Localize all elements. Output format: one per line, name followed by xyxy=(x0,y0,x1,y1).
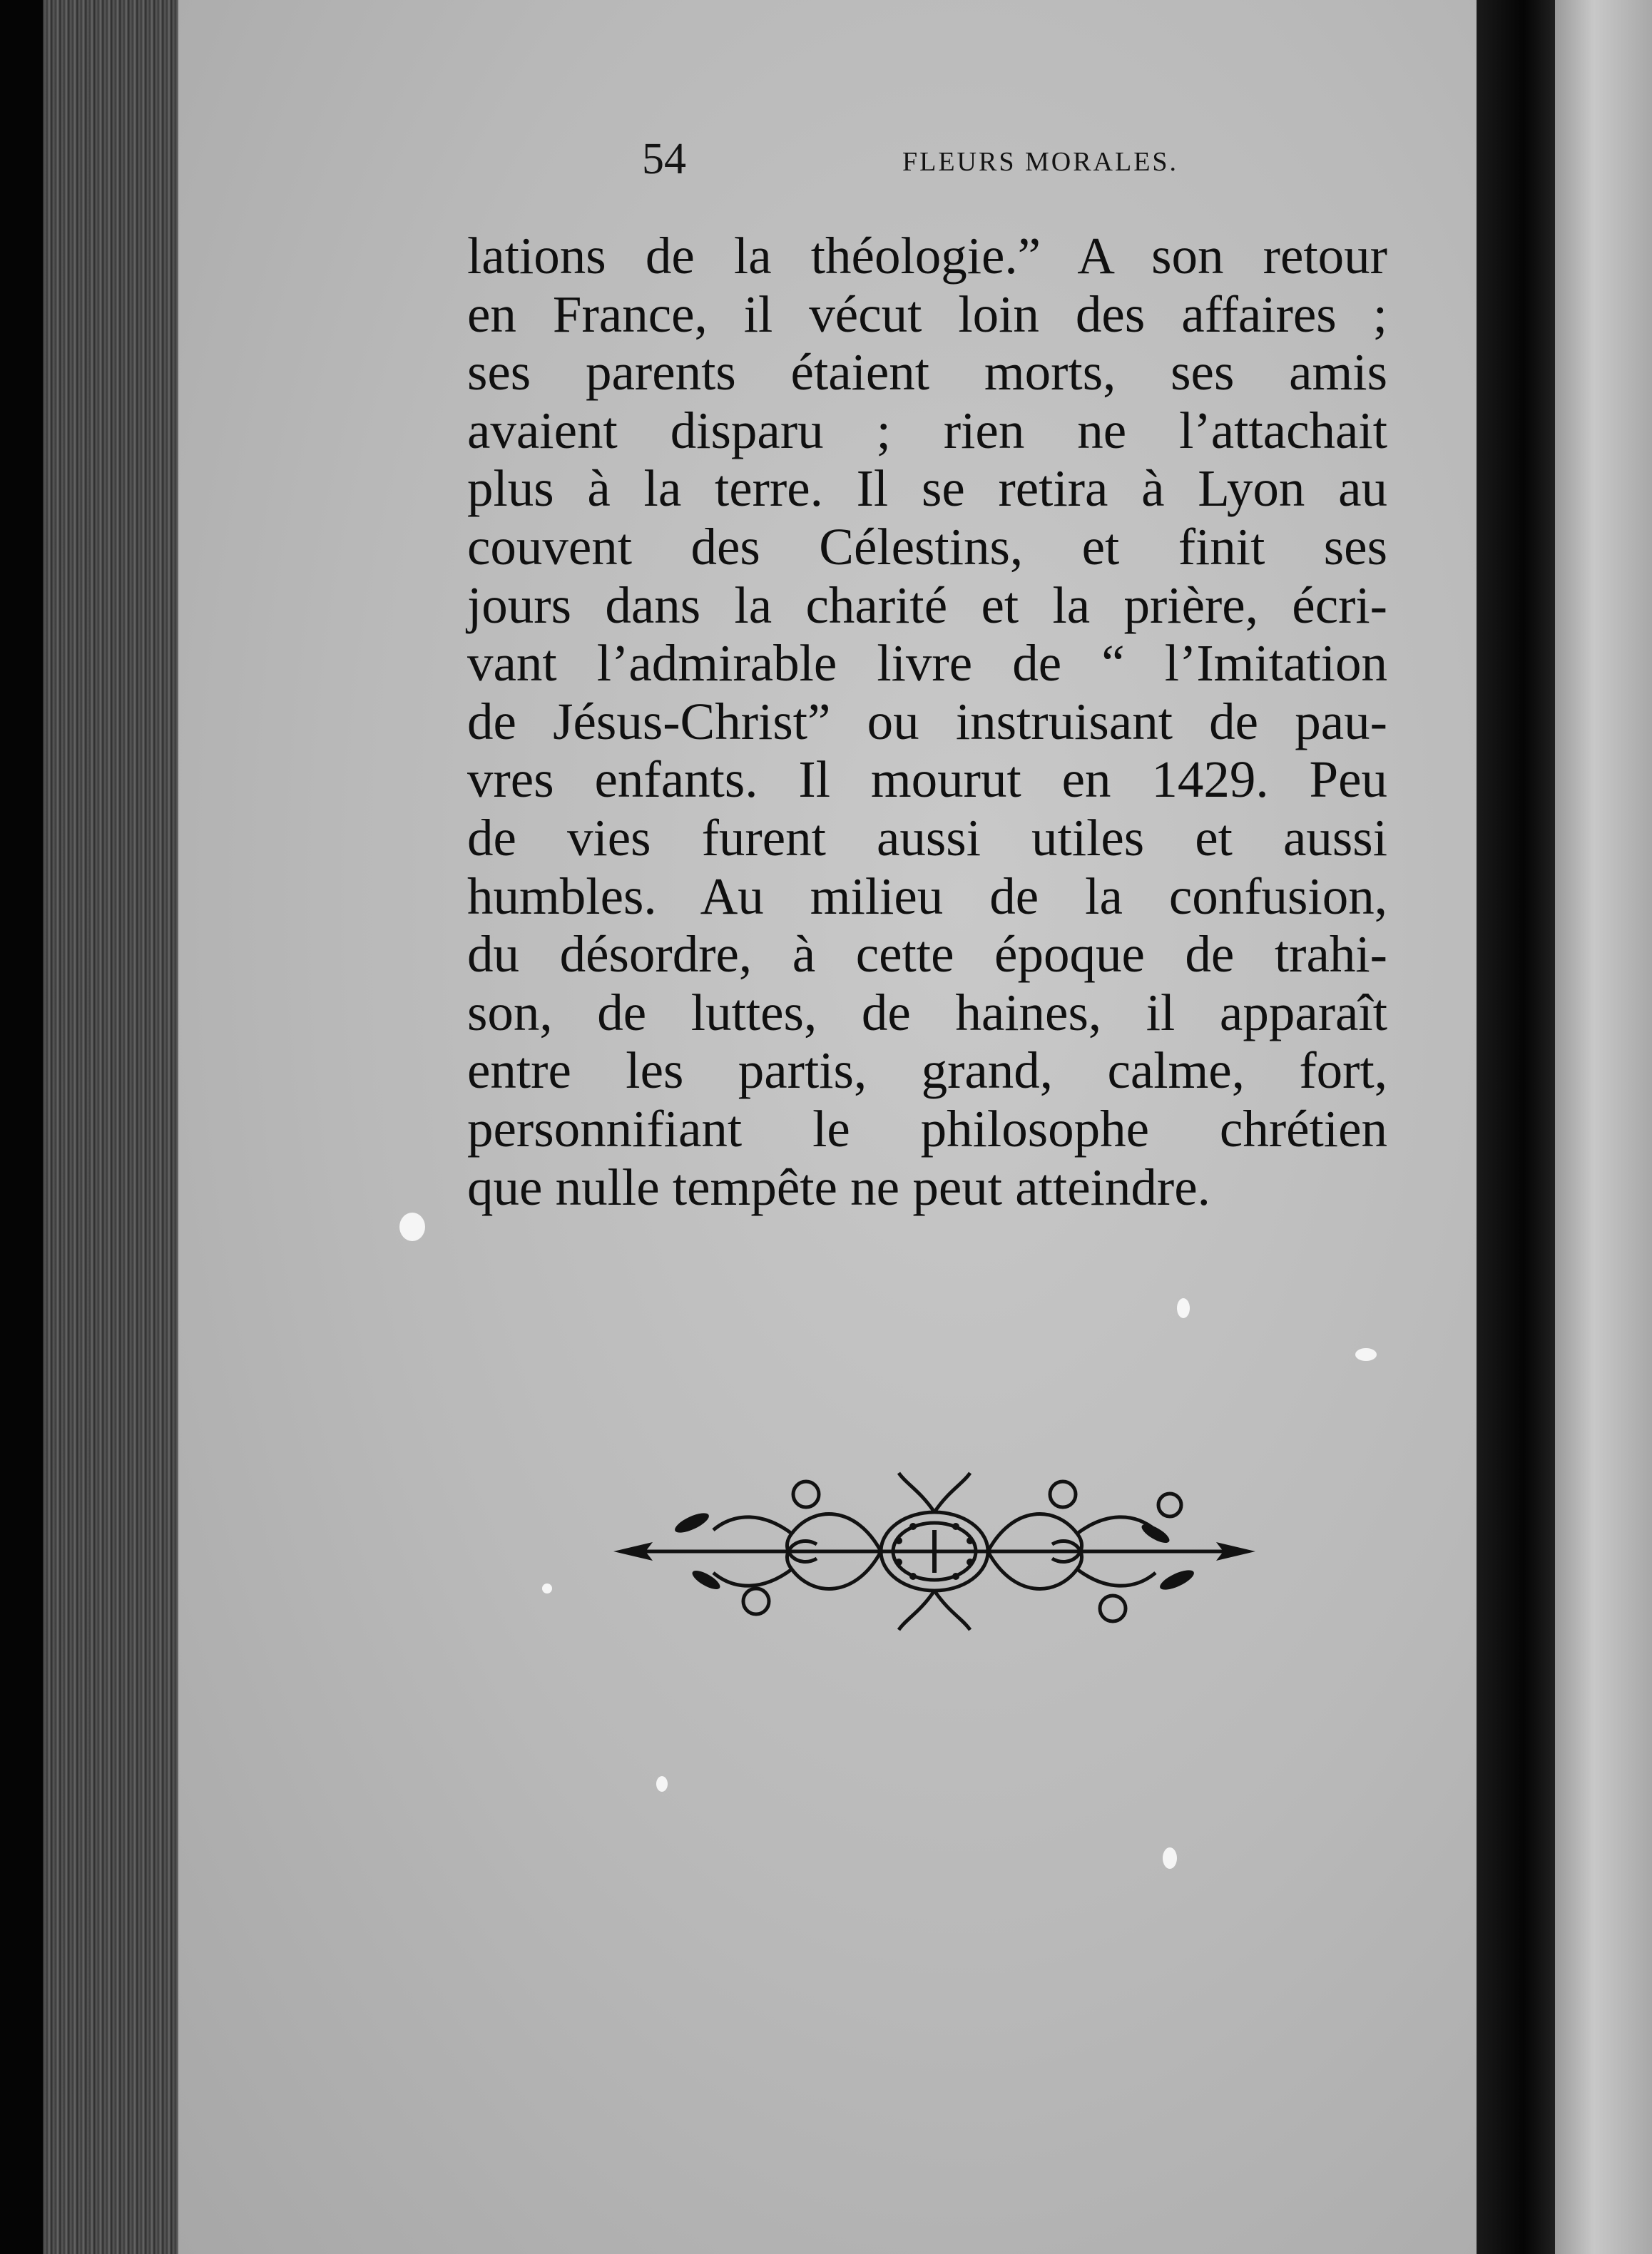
text-line: son, de luttes, de haines, il apparaît xyxy=(467,983,1387,1041)
text-line: lations de la théologie.” A son retour xyxy=(467,227,1387,285)
text-line: entre les partis, grand, calme, fort, xyxy=(467,1041,1387,1100)
page-number: 54 xyxy=(642,135,686,183)
text-line: humbles. Au milieu de la confusion, xyxy=(467,867,1387,925)
text-line: en France, il vécut loin des affaires ; xyxy=(467,285,1387,343)
scan-speck xyxy=(1355,1348,1377,1361)
text-line: que nulle tempête ne peut atteindre. xyxy=(467,1158,1210,1216)
floral-ornament-icon xyxy=(613,1462,1255,1641)
text-line: de Jésus-Christ” ou instruisant de pau- xyxy=(467,692,1387,750)
page-edge-right xyxy=(1477,0,1555,2254)
text-line: vres enfants. Il mourut en 1429. Peu xyxy=(467,750,1387,809)
text-line: plus à la terre. Il se retira à Lyon au xyxy=(467,459,1387,518)
scan-speck xyxy=(1177,1298,1190,1318)
text-line: couvent des Célestins, et finit ses xyxy=(467,517,1387,576)
scan-speck xyxy=(1163,1847,1177,1869)
text-line: de vies furent aussi utiles et aussi xyxy=(467,808,1387,867)
body-text xyxy=(467,227,1387,1216)
text-line: personnifiant le philosophe chrétien xyxy=(467,1099,1387,1158)
text-line: avaient disparu ; rien ne l’attachait xyxy=(467,401,1387,459)
text-line: jours dans la charité et la prière, écri- xyxy=(467,576,1387,634)
text-line: vant l’admirable livre de “ l’Imitation xyxy=(467,634,1387,693)
adjacent-page-strip xyxy=(1555,0,1652,2254)
text-line: du désordre, à cette époque de trahi- xyxy=(467,925,1387,984)
scan-speck xyxy=(399,1213,425,1241)
text-line: ses parents étaient morts, ses amis xyxy=(467,343,1387,402)
scan-speck xyxy=(656,1776,668,1792)
page-header xyxy=(642,134,1312,191)
scan-speck xyxy=(542,1584,552,1593)
page-edges-left xyxy=(43,0,185,2254)
running-title: FLEURS MORALES. xyxy=(902,147,1179,177)
